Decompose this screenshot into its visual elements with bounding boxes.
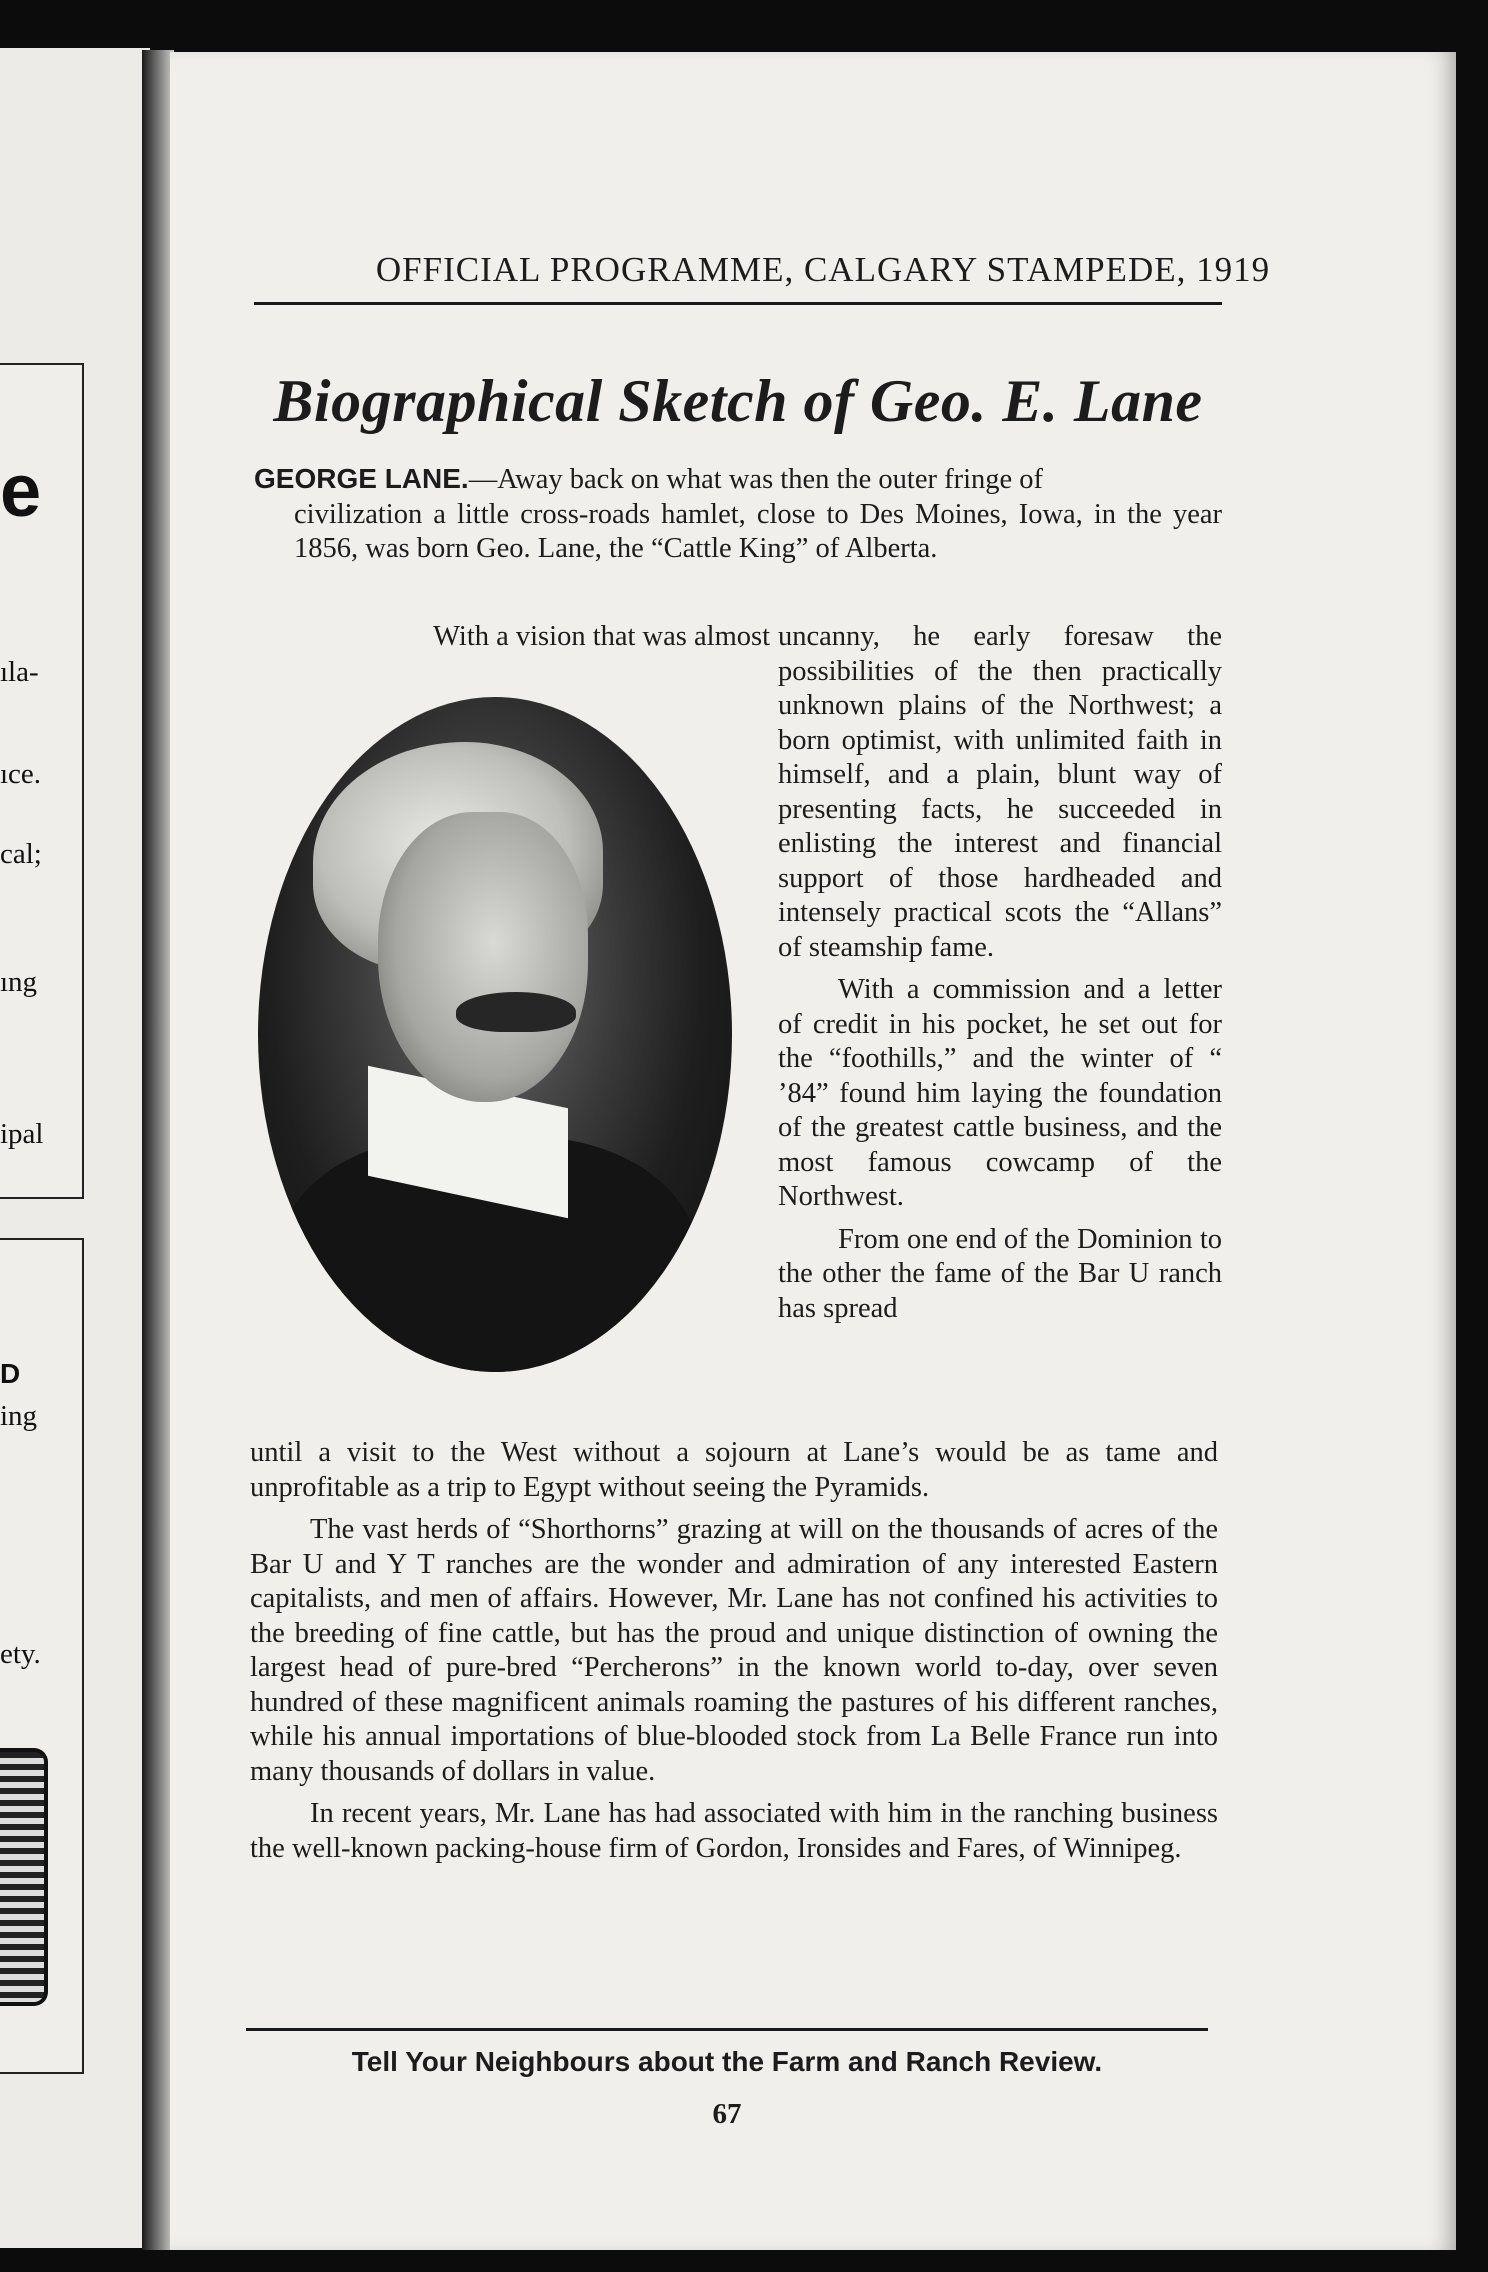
- column-paragraph: With a commission and a letter of credit in his pocket, he set out for the “foothills,” and the winter of “ ’84” found him laying the foundation of the greatest cattle business, and the most famous cowcamp of the Northwest.: [778, 974, 1222, 1212]
- document-page: [170, 52, 1456, 2250]
- running-head: OFFICIAL PROGRAMME, CALGARY STAMPEDE, 1919: [375, 250, 1271, 289]
- intro-paragraph: [254, 462, 1222, 567]
- facing-page-sliver: [0, 48, 150, 2248]
- page-number: 67: [712, 2098, 742, 2130]
- article-title: Biographical Sketch of Geo. E. Lane: [273, 368, 1203, 434]
- facing-page-fragment: ing: [0, 1400, 38, 1432]
- facing-page-fragment: cal;: [0, 838, 42, 870]
- body-paragraph: The vast herds of “Shorthorns” grazing at will on the thousands of acres of the Bar U and Y T ranches are the wonder and admiration of any interested Eastern capitalists, and men of affairs. However, Mr. Lane has not confined his activities to the breeding of fine cattle, but has the proud and unique distinction of owning the largest head of pure-bred “Percherons” in the known world to-day, over seven hundred of these magnificent animals roaming the pastures of his different ranches, while his annual importations of blue-blooded stock from La Belle France run into many thousands of dollars in value.: [250, 1514, 1218, 1787]
- paragraph-lead-fragment: With a vision that was almost: [433, 621, 770, 652]
- intro-first-line: —Away back on what was then the outer fringe of: [468, 464, 1044, 495]
- facing-page-ornament-image: [0, 1748, 48, 2006]
- facing-page-fragment: e: [0, 449, 42, 532]
- body-paragraph: until a visit to the West without a sojourn at Lane’s would be as tame and unprofitable as a trip to Egypt without seeing the Pyramids.: [250, 1437, 1218, 1503]
- footer-rule: [246, 2028, 1208, 2031]
- column-paragraph: uncanny, he early foresaw the possibilities of the then practically unknown plains of the Northwest; a born optimist, with unlimited faith in himself, and a plain, blunt way of presenting facts, he succeeded in enlisting the interest and financial support of those hardheaded and intensely practical scots the “Allans” of steamship fame.: [778, 621, 1222, 963]
- footer-advert: Tell Your Neighbours about the Farm and Ranch Review.: [351, 2046, 1103, 2077]
- facing-page-fragment: D: [0, 1358, 21, 1389]
- header-rule: [254, 302, 1222, 305]
- facing-page-fragment: ıce.: [0, 758, 42, 790]
- facing-page-fragment: ıng: [0, 966, 38, 998]
- portrait-photo: [258, 697, 732, 1372]
- body-paragraph: In recent years, Mr. Lane has had associated with him in the ranching business the well-known packing-house firm of Gordon, Ironsides and Fares, of Winnipeg.: [250, 1798, 1218, 1864]
- column-paragraph: From one end of the Dominion to the other the fame of the Bar U ranch has spread: [778, 1223, 1222, 1324]
- intro-lead: GEORGE LANE.: [254, 463, 469, 494]
- facing-page-fragment: ıla-: [0, 656, 39, 688]
- facing-page-fragment: ipal: [0, 1118, 44, 1150]
- full-width-text: [250, 1436, 1218, 1874]
- facing-page-fragment: ety.: [0, 1638, 41, 1670]
- intro-rest: civilization a little cross-roads hamlet, close to Des Moines, Iowa, in the year 1856, was born Geo. Lane, the “Cattle King” of Alberta.: [294, 498, 1222, 564]
- text-column: [778, 620, 1222, 1334]
